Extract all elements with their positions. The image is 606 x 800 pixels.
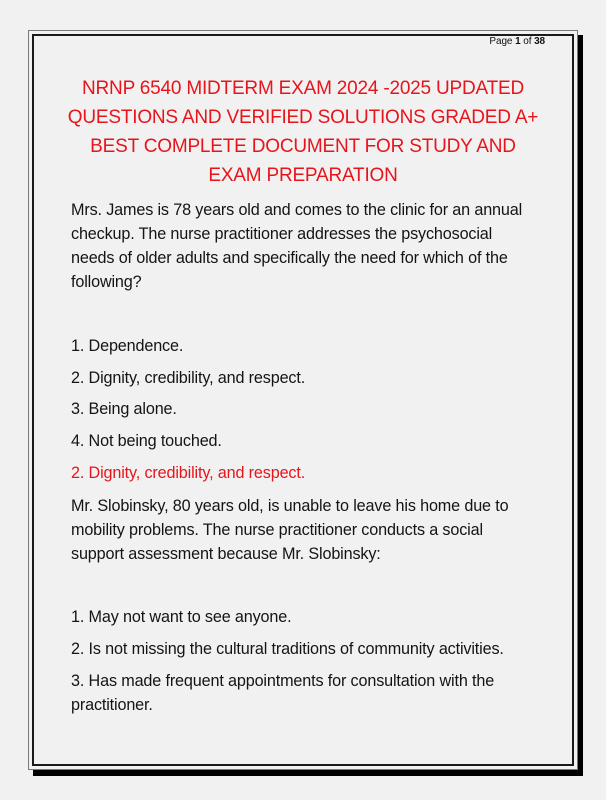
question-line: Mrs. James is 78 years old and comes to the clinic for an annual (71, 201, 523, 219)
question-1-option-3: 3. Being alone. (71, 400, 177, 418)
question-line: checkup. The nurse practitioner addresses the psychosocial (71, 225, 493, 243)
document-title (56, 74, 550, 190)
question-1-option-4: 4. Not being touched. (71, 432, 222, 450)
question-2-option-3-continued: practitioner. (71, 696, 153, 714)
page-number (489, 36, 545, 47)
title-line: EXAM PREPARATION (208, 165, 398, 186)
question-2-option-1: 1. May not want to see anyone. (71, 608, 292, 626)
question-1-option-1: 1. Dependence. (71, 337, 184, 355)
question-1-text (71, 198, 541, 294)
title-line: NRNP 6540 MIDTERM EXAM 2024 -2025 UPDATED (82, 78, 524, 99)
question-line: Mr. Slobinsky, 80 years old, is unable to leave his home due to (71, 497, 509, 515)
question-1-option-2: 2. Dignity, credibility, and respect. (71, 369, 306, 387)
page-label: Page (489, 36, 513, 47)
question-2-option-2: 2. Is not missing the cultural traditions of community activities. (71, 640, 504, 658)
question-line: following? (71, 273, 142, 291)
question-line: support assessment because Mr. Slobinsky: (71, 545, 381, 563)
title-line: BEST COMPLETE DOCUMENT FOR STUDY AND (90, 136, 516, 157)
question-line: needs of older adults and specifically the need for which of the (71, 249, 508, 267)
page-of: of (523, 36, 532, 47)
question-1-answer: 2. Dignity, credibility, and respect. (71, 464, 306, 482)
page-current: 1 (515, 36, 521, 47)
page-total: 38 (534, 36, 545, 47)
question-2-text (71, 494, 541, 566)
title-line: QUESTIONS AND VERIFIED SOLUTIONS GRADED A+ (67, 107, 539, 128)
question-2-option-3: 3. Has made frequent appointments for consultation with the (71, 672, 495, 690)
question-line: mobility problems. The nurse practitioner conducts a social (71, 521, 483, 539)
